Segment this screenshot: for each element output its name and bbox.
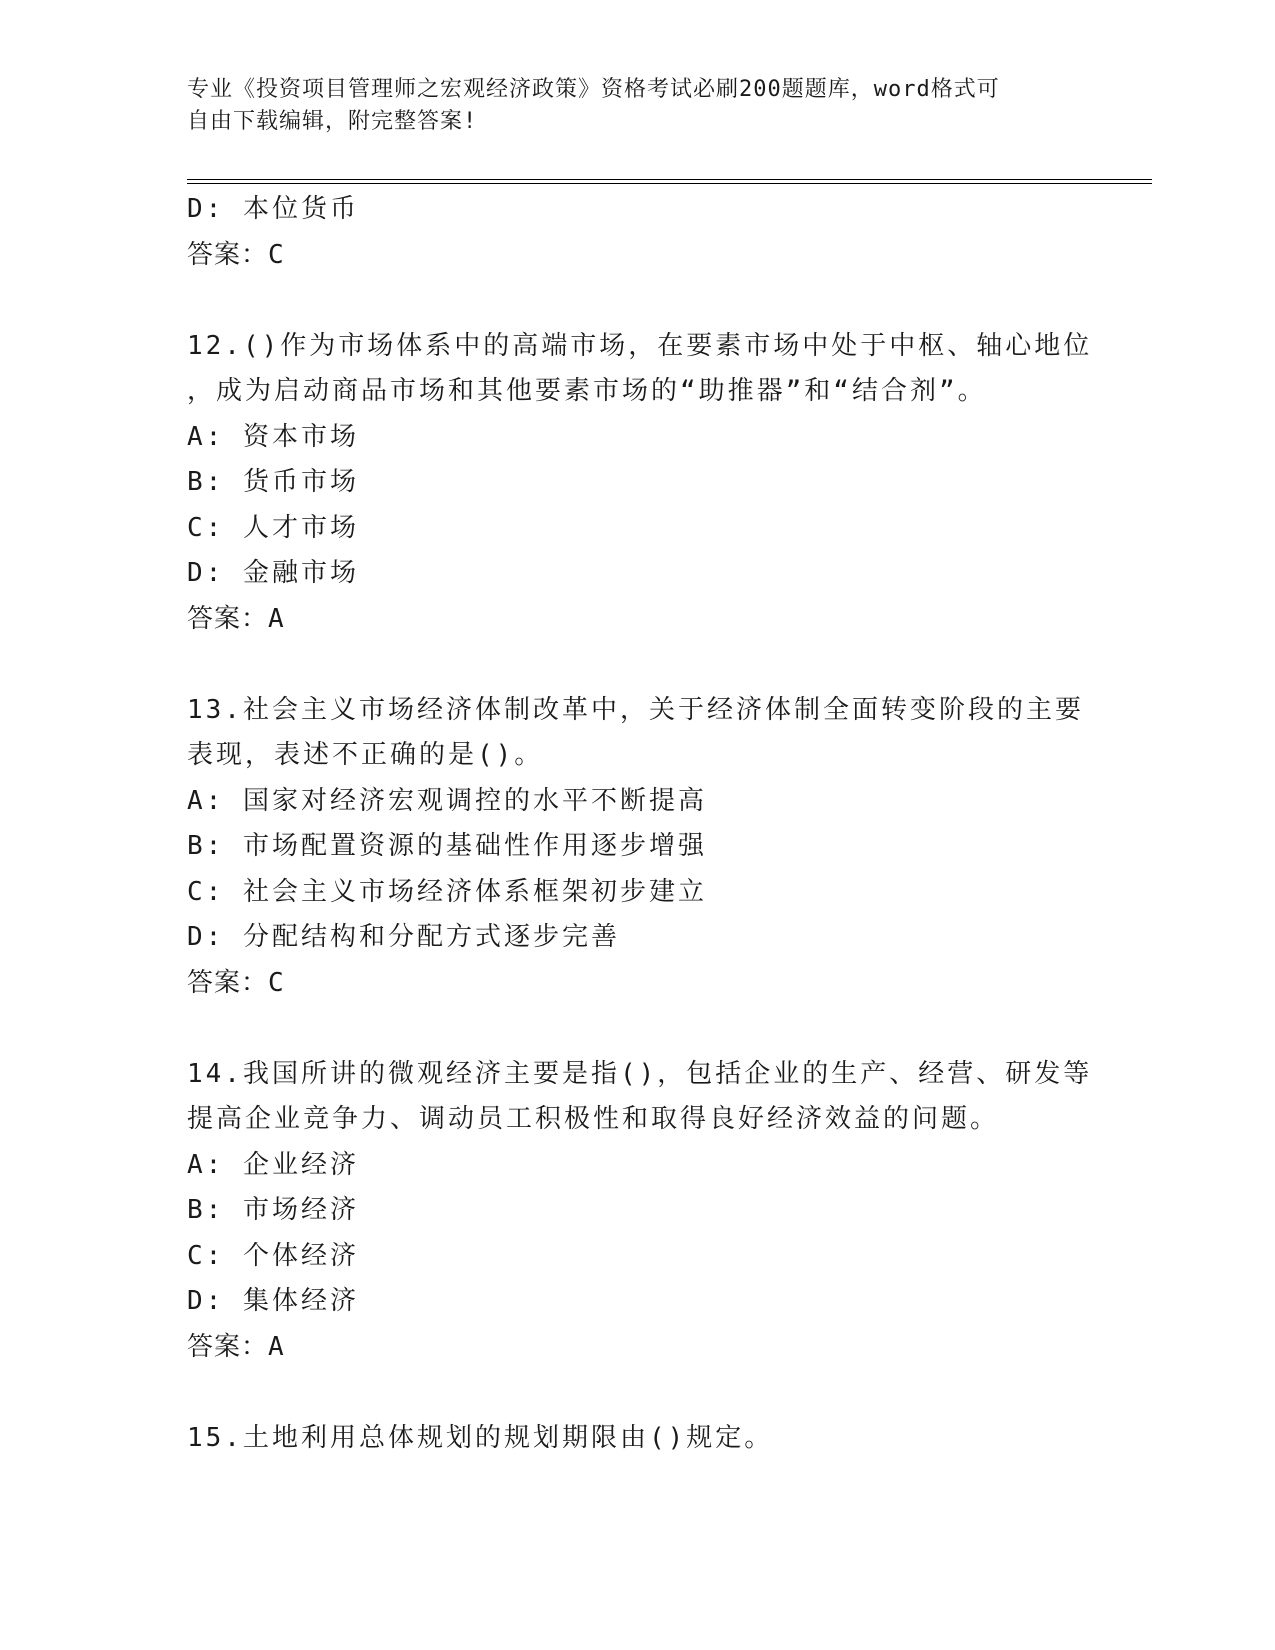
question-list xyxy=(187,187,1093,1461)
answer-value: C xyxy=(268,967,285,998)
question-stem: 14.我国所讲的微观经济主要是指()，包括企业的生产、经营、研发等 xyxy=(187,1058,1093,1089)
answer-value: A xyxy=(268,1331,285,1362)
answer-value: C xyxy=(268,239,285,270)
answer-value: A xyxy=(268,603,285,634)
option-d: D: 分配结构和分配方式逐步完善 xyxy=(187,922,620,952)
answer-line xyxy=(187,961,1087,1007)
answer-label: 答案： xyxy=(187,1331,269,1362)
option-b: B: 市场配置资源的基础性作用逐步增强 xyxy=(187,831,707,861)
option-d: D: 本位货币 xyxy=(187,194,359,224)
option-b: B: 市场经济 xyxy=(187,1195,359,1225)
question-stem: 表现，表述不正确的是()。 xyxy=(187,740,544,770)
header-line-1: 专业《投资项目管理师之宏观经济政策》资格考试必刷200题题库，word格式可 xyxy=(187,77,1000,102)
option-c: C: 个体经济 xyxy=(187,1240,359,1271)
option-c: C: 人才市场 xyxy=(187,512,359,543)
answer-line xyxy=(187,597,1087,643)
option-a: A: 资本市场 xyxy=(187,421,359,452)
option-b: B: 货币市场 xyxy=(187,467,359,497)
spacer xyxy=(187,642,1087,688)
answer-line xyxy=(187,1325,1087,1371)
answer-line xyxy=(187,233,1087,279)
answer-label: 答案： xyxy=(187,967,269,998)
option-d: D: 金融市场 xyxy=(187,558,359,588)
question-stem: 提高企业竞争力、调动员工积极性和取得良好经济效益的问题。 xyxy=(187,1104,1000,1134)
spacer xyxy=(187,1006,1087,1052)
header-divider-top xyxy=(187,179,1152,180)
question-stem: ，成为启动商品市场和其他要素市场的“助推器”和“结合剂”。 xyxy=(187,376,987,406)
spacer xyxy=(187,1370,1087,1416)
question-stem: 15.土地利用总体规划的规划期限由()规定。 xyxy=(187,1422,774,1453)
answer-label: 答案： xyxy=(187,603,269,634)
question-stem: 13.社会主义市场经济体制改革中，关于经济体制全面转变阶段的主要 xyxy=(187,694,1084,725)
question-stem: 12.()作为市场体系中的高端市场，在要素市场中处于中枢、轴心地位 xyxy=(187,330,1093,361)
spacer xyxy=(187,278,1087,324)
document-header xyxy=(187,74,1067,138)
option-c: C: 社会主义市场经济体系框架初步建立 xyxy=(187,876,707,907)
option-a: A: 国家对经济宏观调控的水平不断提高 xyxy=(187,785,707,816)
option-a: A: 企业经济 xyxy=(187,1149,359,1180)
answer-label: 答案： xyxy=(187,239,269,270)
option-d: D: 集体经济 xyxy=(187,1286,359,1316)
header-divider-bottom xyxy=(187,183,1152,184)
header-line-2: 自由下载编辑，附完整答案! xyxy=(187,109,478,134)
